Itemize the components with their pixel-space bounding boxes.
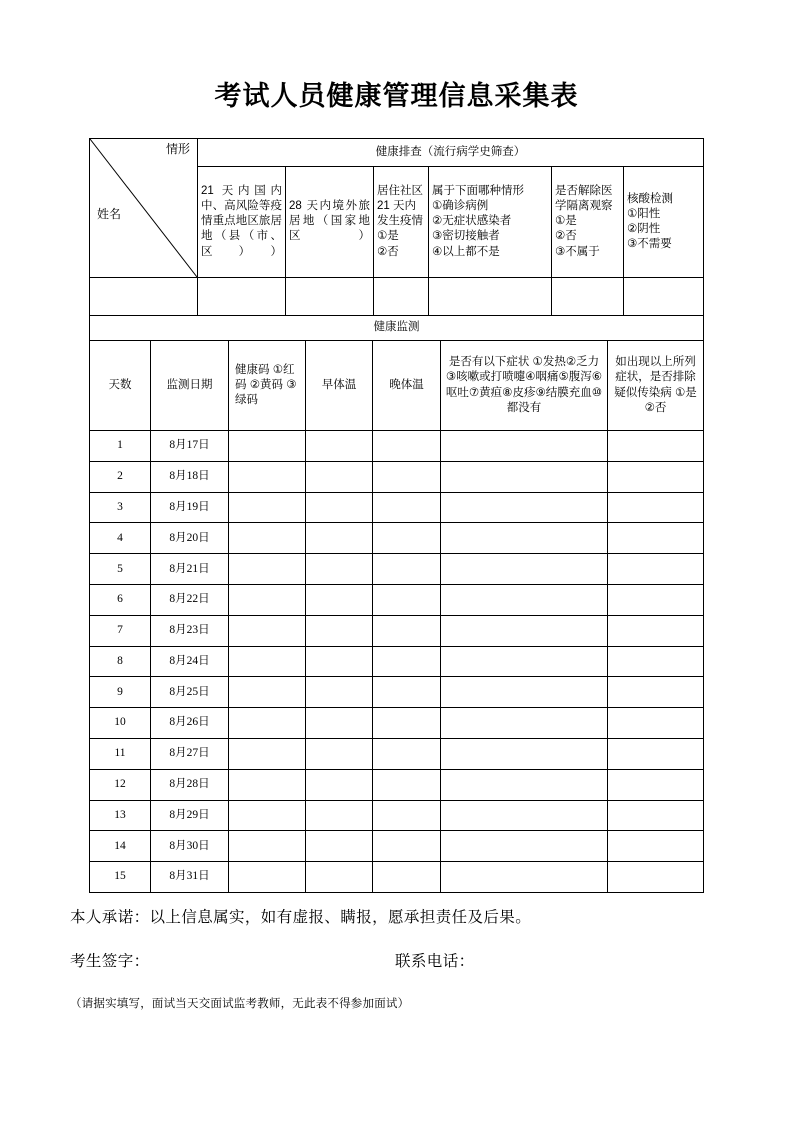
form-footer bbox=[70, 905, 730, 1011]
cell-day-number: 12 bbox=[90, 769, 151, 800]
cell-exclude-infectious[interactable] bbox=[608, 646, 704, 677]
cell-evening-temperature[interactable] bbox=[373, 461, 441, 492]
cell-symptoms[interactable] bbox=[441, 554, 608, 585]
column-header-text: 如出现以上所列症状，是否排除疑似传染病 bbox=[614, 356, 696, 399]
cell-day-number: 15 bbox=[90, 862, 151, 893]
cell-symptoms[interactable] bbox=[441, 615, 608, 646]
table-row bbox=[90, 584, 704, 615]
cell-morning-temperature[interactable] bbox=[306, 461, 373, 492]
cell-health-code[interactable] bbox=[229, 708, 306, 739]
option: ③绿码 bbox=[235, 378, 297, 407]
cell-evening-temperature[interactable] bbox=[373, 523, 441, 554]
cell-monitor-date: 8月24日 bbox=[151, 646, 229, 677]
column-header-text: 28 天内境外旅居地（国家地区） bbox=[289, 200, 370, 243]
answer-cell-case-category[interactable] bbox=[429, 278, 552, 316]
column-header-text: 21 天内国内中、高风险等疫情重点地区旅居地（县（市、区）） bbox=[201, 184, 282, 258]
cell-evening-temperature[interactable] bbox=[373, 831, 441, 862]
cell-monitor-date: 8月19日 bbox=[151, 492, 229, 523]
cell-health-code[interactable] bbox=[229, 862, 306, 893]
monitoring-group-header-row bbox=[90, 316, 704, 341]
table-row bbox=[90, 492, 704, 523]
cell-health-code[interactable] bbox=[229, 646, 306, 677]
cell-symptoms[interactable] bbox=[441, 461, 608, 492]
cell-morning-temperature[interactable] bbox=[306, 738, 373, 769]
column-header-quarantine-released bbox=[552, 166, 624, 277]
cell-exclude-infectious[interactable] bbox=[608, 461, 704, 492]
cell-day-number: 14 bbox=[90, 831, 151, 862]
cell-exclude-infectious[interactable] bbox=[608, 862, 704, 893]
option: ②否 bbox=[555, 230, 577, 243]
column-header-evening-temperature: 晚体温 bbox=[373, 341, 441, 431]
monitoring-column-header-row bbox=[90, 341, 704, 431]
cell-morning-temperature[interactable] bbox=[306, 431, 373, 462]
cell-morning-temperature[interactable] bbox=[306, 677, 373, 708]
option: ②无症状感染者 bbox=[432, 215, 512, 228]
option: ③不属于 bbox=[555, 245, 600, 258]
cell-monitor-date: 8月18日 bbox=[151, 461, 229, 492]
cell-exclude-infectious[interactable] bbox=[608, 677, 704, 708]
column-header-domestic-risk-area bbox=[198, 166, 286, 277]
cell-day-number: 1 bbox=[90, 431, 151, 462]
cell-health-code[interactable] bbox=[229, 769, 306, 800]
table-row bbox=[90, 769, 704, 800]
cell-health-code[interactable] bbox=[229, 738, 306, 769]
option: ③不需要 bbox=[627, 238, 672, 251]
option: ②黄码 bbox=[249, 378, 284, 391]
cell-health-code[interactable] bbox=[229, 461, 306, 492]
screening-group-header-row bbox=[90, 139, 704, 167]
cell-morning-temperature[interactable] bbox=[306, 769, 373, 800]
cell-monitor-date: 8月23日 bbox=[151, 615, 229, 646]
option: ②否 bbox=[377, 245, 399, 258]
cell-monitor-date: 8月25日 bbox=[151, 677, 229, 708]
footer-note: （请据实填写，面试当天交面试监考教师，无此表不得参加面试） bbox=[70, 998, 410, 1010]
cell-monitor-date: 8月28日 bbox=[151, 769, 229, 800]
cell-morning-temperature[interactable] bbox=[306, 708, 373, 739]
cell-exclude-infectious[interactable] bbox=[608, 738, 704, 769]
table-row bbox=[90, 523, 704, 554]
option: ①是 ②否 bbox=[644, 386, 709, 414]
table-row bbox=[90, 738, 704, 769]
cell-health-code[interactable] bbox=[229, 615, 306, 646]
column-header-text: 属于下面哪种情形 bbox=[432, 184, 524, 197]
cell-morning-temperature[interactable] bbox=[306, 862, 373, 893]
cell-monitor-date: 8月27日 bbox=[151, 738, 229, 769]
cell-monitor-date: 8月20日 bbox=[151, 523, 229, 554]
page-title: 考试人员健康管理信息采集表 bbox=[214, 81, 579, 111]
name-label: 姓名 bbox=[97, 207, 122, 221]
health-monitoring-table bbox=[89, 315, 709, 893]
cell-day-number: 10 bbox=[90, 708, 151, 739]
candidate-signature-label[interactable]: 考生签字： bbox=[70, 953, 150, 970]
cell-morning-temperature[interactable] bbox=[306, 800, 373, 831]
table-row bbox=[90, 461, 704, 492]
situation-label: 情形 bbox=[165, 142, 190, 156]
cell-morning-temperature[interactable] bbox=[306, 646, 373, 677]
cell-day-number: 5 bbox=[90, 554, 151, 585]
option: ③密切接触者 bbox=[432, 230, 500, 243]
cell-day-number: 2 bbox=[90, 461, 151, 492]
option: ①确诊病例 bbox=[432, 200, 489, 213]
cell-monitor-date: 8月21日 bbox=[151, 554, 229, 585]
column-header-text: 是否有以下症状 bbox=[448, 356, 530, 369]
cell-morning-temperature[interactable] bbox=[306, 615, 373, 646]
cell-evening-temperature[interactable] bbox=[373, 769, 441, 800]
cell-health-code[interactable] bbox=[229, 431, 306, 462]
answer-cell-quarantine-released[interactable] bbox=[552, 278, 624, 316]
answer-cell-community-outbreak[interactable] bbox=[374, 278, 429, 316]
column-header-community-outbreak bbox=[374, 166, 429, 277]
cell-day-number: 4 bbox=[90, 523, 151, 554]
cell-exclude-infectious[interactable] bbox=[608, 769, 704, 800]
cell-day-number: 8 bbox=[90, 646, 151, 677]
cell-health-code[interactable] bbox=[229, 584, 306, 615]
cell-symptoms[interactable] bbox=[441, 769, 608, 800]
cell-day-number: 3 bbox=[90, 492, 151, 523]
table-row bbox=[90, 431, 704, 462]
column-header-text: 健康码 bbox=[235, 363, 270, 376]
health-screening-table bbox=[89, 138, 704, 316]
cell-exclude-infectious[interactable] bbox=[608, 554, 704, 585]
cell-morning-temperature[interactable] bbox=[306, 554, 373, 585]
cell-monitor-date: 8月22日 bbox=[151, 584, 229, 615]
cell-evening-temperature[interactable] bbox=[373, 584, 441, 615]
table-row bbox=[90, 615, 704, 646]
answer-cell-domestic-risk-area[interactable] bbox=[198, 278, 286, 316]
table-row bbox=[90, 708, 704, 739]
option: ①红码 bbox=[235, 363, 295, 391]
cell-evening-temperature[interactable] bbox=[373, 708, 441, 739]
cell-morning-temperature[interactable] bbox=[306, 584, 373, 615]
cell-health-code[interactable] bbox=[229, 677, 306, 708]
cell-health-code[interactable] bbox=[229, 831, 306, 862]
cell-day-number: 9 bbox=[90, 677, 151, 708]
cell-exclude-infectious[interactable] bbox=[608, 431, 704, 462]
cell-evening-temperature[interactable] bbox=[373, 800, 441, 831]
column-header-overseas-residence bbox=[286, 166, 374, 277]
option: ①是 bbox=[377, 230, 399, 243]
option: ①发热②乏力③咳嗽或打喷嚏④咽痛⑤腹泻⑥呕吐⑦黄疸⑧皮疹⑨结膜充血⑩都没有 bbox=[445, 356, 603, 414]
cell-exclude-infectious[interactable] bbox=[608, 615, 704, 646]
cell-monitor-date: 8月17日 bbox=[151, 431, 229, 462]
cell-symptoms[interactable] bbox=[441, 431, 608, 462]
cell-day-number: 7 bbox=[90, 615, 151, 646]
cell-day-number: 11 bbox=[90, 738, 151, 769]
cell-exclude-infectious[interactable] bbox=[608, 492, 704, 523]
cell-morning-temperature[interactable] bbox=[306, 831, 373, 862]
cell-evening-temperature[interactable] bbox=[373, 431, 441, 462]
column-header-case-category bbox=[429, 166, 552, 277]
option: ④以上都不是 bbox=[432, 245, 500, 258]
cell-evening-temperature[interactable] bbox=[373, 738, 441, 769]
cell-symptoms[interactable] bbox=[441, 738, 608, 769]
option: ①阳性 bbox=[627, 207, 661, 220]
cell-health-code[interactable] bbox=[229, 523, 306, 554]
cell-exclude-infectious[interactable] bbox=[608, 708, 704, 739]
column-header-text: 是否解除医学隔离观察 bbox=[555, 184, 613, 213]
column-header-text: 居住社区 21 天内发生疫情 bbox=[377, 184, 423, 228]
cell-exclude-infectious[interactable] bbox=[608, 584, 704, 615]
table-row bbox=[90, 862, 704, 893]
cell-symptoms[interactable] bbox=[441, 492, 608, 523]
cell-symptoms[interactable] bbox=[441, 677, 608, 708]
answer-cell-nucleic-acid-test[interactable] bbox=[624, 278, 704, 316]
cell-day-number: 13 bbox=[90, 800, 151, 831]
option: ②阴性 bbox=[627, 222, 661, 235]
signature-line bbox=[70, 949, 730, 969]
table-row bbox=[90, 554, 704, 585]
column-header-symptoms bbox=[441, 341, 608, 431]
cell-evening-temperature[interactable] bbox=[373, 646, 441, 677]
cell-symptoms[interactable] bbox=[441, 523, 608, 554]
option: ①是 bbox=[555, 215, 577, 228]
cell-evening-temperature[interactable] bbox=[373, 492, 441, 523]
answer-cell-overseas-residence[interactable] bbox=[286, 278, 374, 316]
screening-group-header: 健康排查（流行病学史筛查） bbox=[198, 139, 704, 167]
cell-evening-temperature[interactable] bbox=[373, 615, 441, 646]
cell-health-code[interactable] bbox=[229, 492, 306, 523]
cell-exclude-infectious[interactable] bbox=[608, 523, 704, 554]
cell-morning-temperature[interactable] bbox=[306, 523, 373, 554]
cell-exclude-infectious[interactable] bbox=[608, 800, 704, 831]
table-row bbox=[90, 677, 704, 708]
name-situation-corner-cell bbox=[90, 139, 198, 278]
pledge-statement: 本人承诺：以上信息属实，如有虚报、瞒报，愿承担责任及后果。 bbox=[70, 909, 532, 926]
cell-symptoms[interactable] bbox=[441, 862, 608, 893]
forms-container bbox=[89, 138, 709, 893]
column-header-monitor-date: 监测日期 bbox=[151, 341, 229, 431]
cell-evening-temperature[interactable] bbox=[373, 862, 441, 893]
cell-evening-temperature[interactable] bbox=[373, 677, 441, 708]
cell-exclude-infectious[interactable] bbox=[608, 831, 704, 862]
cell-health-code[interactable] bbox=[229, 800, 306, 831]
monitoring-group-header: 健康监测 bbox=[90, 316, 704, 341]
cell-symptoms[interactable] bbox=[441, 584, 608, 615]
answer-cell-name[interactable] bbox=[90, 278, 198, 316]
contact-phone-label[interactable]: 联系电话： bbox=[395, 953, 475, 970]
cell-day-number: 6 bbox=[90, 584, 151, 615]
cell-monitor-date: 8月26日 bbox=[151, 708, 229, 739]
cell-health-code[interactable] bbox=[229, 554, 306, 585]
column-header-health-code bbox=[229, 341, 306, 431]
column-header-text: 核酸检测 bbox=[627, 192, 673, 205]
table-row bbox=[90, 831, 704, 862]
cell-symptoms[interactable] bbox=[441, 646, 608, 677]
cell-morning-temperature[interactable] bbox=[306, 492, 373, 523]
screening-answer-row bbox=[90, 278, 704, 316]
column-header-exclude-infectious bbox=[608, 341, 709, 431]
cell-monitor-date: 8月29日 bbox=[151, 800, 229, 831]
cell-evening-temperature[interactable] bbox=[373, 554, 441, 585]
cell-symptoms[interactable] bbox=[441, 708, 608, 739]
cell-monitor-date: 8月31日 bbox=[151, 862, 229, 893]
column-header-nucleic-acid-test bbox=[624, 166, 704, 277]
cell-symptoms[interactable] bbox=[441, 831, 608, 862]
cell-monitor-date: 8月30日 bbox=[151, 831, 229, 862]
column-header-morning-temperature: 早体温 bbox=[306, 341, 373, 431]
cell-symptoms[interactable] bbox=[441, 800, 608, 831]
table-row bbox=[90, 646, 704, 677]
column-header-day-number: 天数 bbox=[90, 341, 151, 431]
monitoring-rows-body bbox=[90, 431, 704, 893]
table-row bbox=[90, 800, 704, 831]
